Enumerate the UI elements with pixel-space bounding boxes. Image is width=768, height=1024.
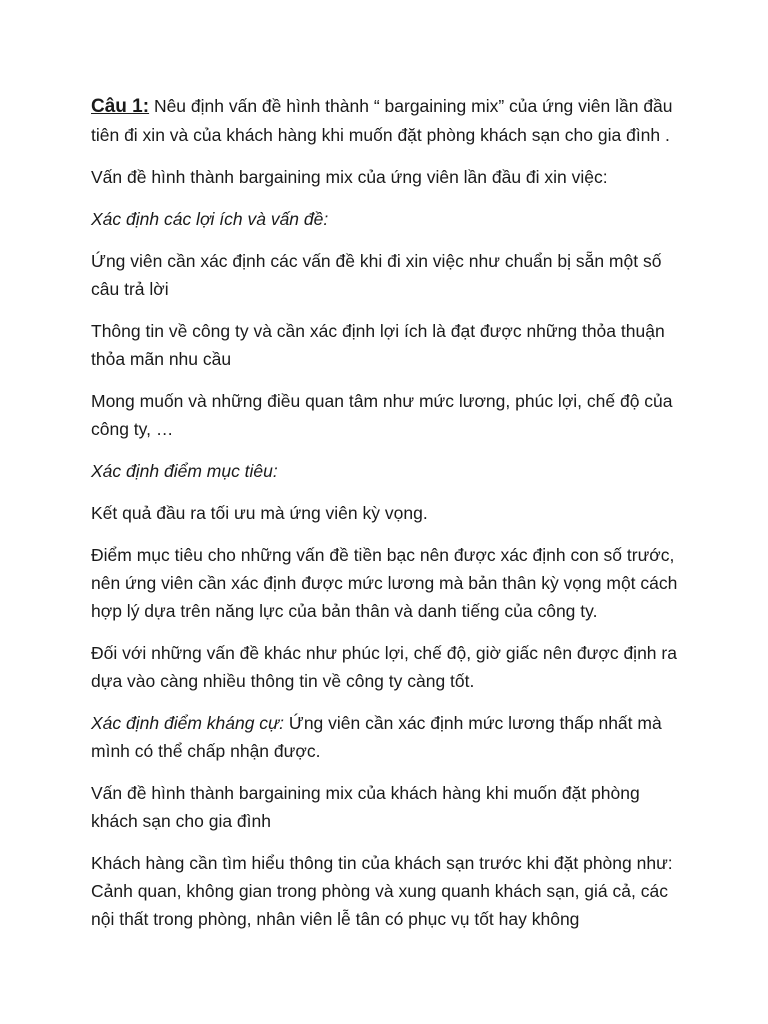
section-heading-candidate: Vấn đề hình thành bargaining mix của ứng viên lần đầu đi xin việc:	[91, 167, 608, 187]
document-page	[91, 92, 691, 947]
question-text: Nêu định vấn đề hình thành “ bargaining mix” của ứng viên lần đầu tiên đi xin và của khách hàng khi muốn đặt phòng khách sạn cho gia đình .	[91, 96, 673, 145]
subheading-resistance-point: Xác định điểm kháng cự:	[91, 713, 285, 733]
resistance-point-paragraph	[91, 709, 691, 765]
question-paragraph	[91, 92, 691, 149]
body-paragraph: Ứng viên cần xác định các vấn đề khi đi xin việc như chuẩn bị sẵn một số câu trả lời	[91, 251, 662, 299]
question-label: Câu 1:	[91, 96, 150, 117]
section-heading-customer: Vấn đề hình thành bargaining mix của khách hàng khi muốn đặt phòng khách sạn cho gia đình	[91, 783, 640, 831]
resistance-point-text: Ứng viên cần xác định mức lương thấp nhất mà mình có thể chấp nhận được.	[91, 713, 662, 761]
subheading-target-point: Xác định điểm mục tiêu:	[91, 461, 278, 481]
body-paragraph: Kết quả đầu ra tối ưu mà ứng viên kỳ vọng.	[91, 503, 428, 523]
body-paragraph: Đối với những vấn đề khác như phúc lợi, chế độ, giờ giấc nên được định ra dựa vào càng nhiều thông tin về công ty càng tốt.	[91, 643, 677, 691]
body-paragraph: Thông tin về công ty và cần xác định lợi ích là đạt được những thỏa thuận thỏa mãn nhu cầu	[91, 321, 665, 369]
body-paragraph: Khách hàng cần tìm hiểu thông tin của khách sạn trước khi đặt phòng như: Cảnh quan, không gian trong phòng và xung quanh khách sạn, giá cả, các nội thất trong phòng, nhân viên lễ tân có phục vụ tốt hay không	[91, 853, 673, 929]
body-paragraph: Mong muốn và những điều quan tâm như mức lương, phúc lợi, chế độ của công ty, …	[91, 391, 673, 439]
body-paragraph: Điểm mục tiêu cho những vấn đề tiền bạc nên được xác định con số trước, nên ứng viên cần xác định được mức lương mà bản thân kỳ vọng một cách hợp lý dựa trên năng lực của bản thân và danh tiếng của công ty.	[91, 545, 678, 621]
subheading-interests: Xác định các lợi ích và vấn đề:	[91, 209, 329, 229]
